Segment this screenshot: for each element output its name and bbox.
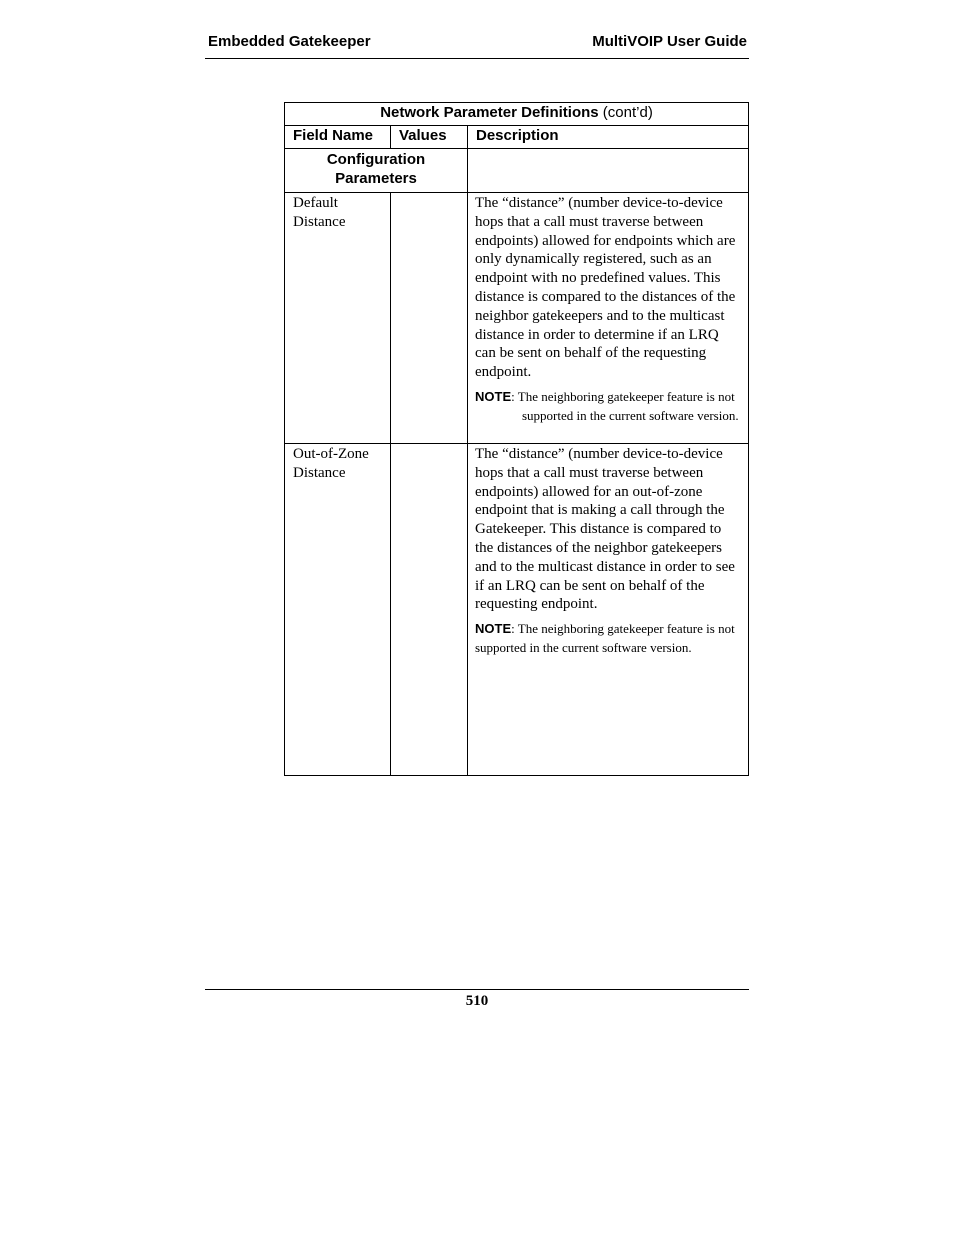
page-header <box>205 33 749 59</box>
network-parameter-table <box>284 102 749 776</box>
field-name-cell: Default Distance <box>285 193 391 444</box>
section-heading-empty-cell <box>468 149 749 193</box>
description-text: The “distance” (number device-to-device hops that a call must traverse between endpoints) allowed for endpoints which are only dynamically registered, such as an endpoint with no predefined values. This distance is compared to the distances of the neighbor gatekeepers and to the multicast distance in order to determine if an LRQ can be sent on behalf of the requesting endpoint. <box>475 195 736 381</box>
column-header-description: Description <box>468 126 749 149</box>
table-caption <box>285 103 749 126</box>
column-header-field-name: Field Name <box>285 126 391 149</box>
page-footer <box>205 989 749 1010</box>
note <box>475 619 742 657</box>
values-cell <box>391 193 468 444</box>
header-document-title: MultiVOIP User Guide <box>592 33 747 50</box>
page-number: 510 <box>465 993 489 1009</box>
description-text: The “distance” (number device-to-device hops that a call must traverse between endpoints) allowed for an out-of-zone endpoint that is making a call through the Gatekeeper. This distance is compared to the distances of the neighbor gatekeepers and to the multicast distance in order to see if an LRQ can be sent on behalf of the requesting endpoint. <box>475 446 735 613</box>
table-row <box>285 193 749 444</box>
note-text: : The neighboring gatekeeper feature is not supported in the current software version. <box>475 621 735 656</box>
note-text: : The neighboring gatekeeper feature is not supported in the current software version. <box>511 388 739 423</box>
section-heading: Configuration Parameters <box>285 149 468 193</box>
header-section-title: Embedded Gatekeeper <box>208 33 371 50</box>
note-label: NOTE <box>475 621 512 637</box>
values-cell <box>391 444 468 776</box>
table-caption-suffix: (cont’d) <box>598 104 653 121</box>
field-name-cell: Out-of-Zone Distance <box>285 444 391 776</box>
description-cell <box>468 444 749 776</box>
table-row <box>285 444 749 776</box>
note-label: NOTE <box>475 388 512 404</box>
description-cell <box>468 193 749 444</box>
column-header-values: Values <box>391 126 468 149</box>
note <box>475 387 742 425</box>
table-caption-title: Network Parameter Definitions <box>380 104 599 121</box>
